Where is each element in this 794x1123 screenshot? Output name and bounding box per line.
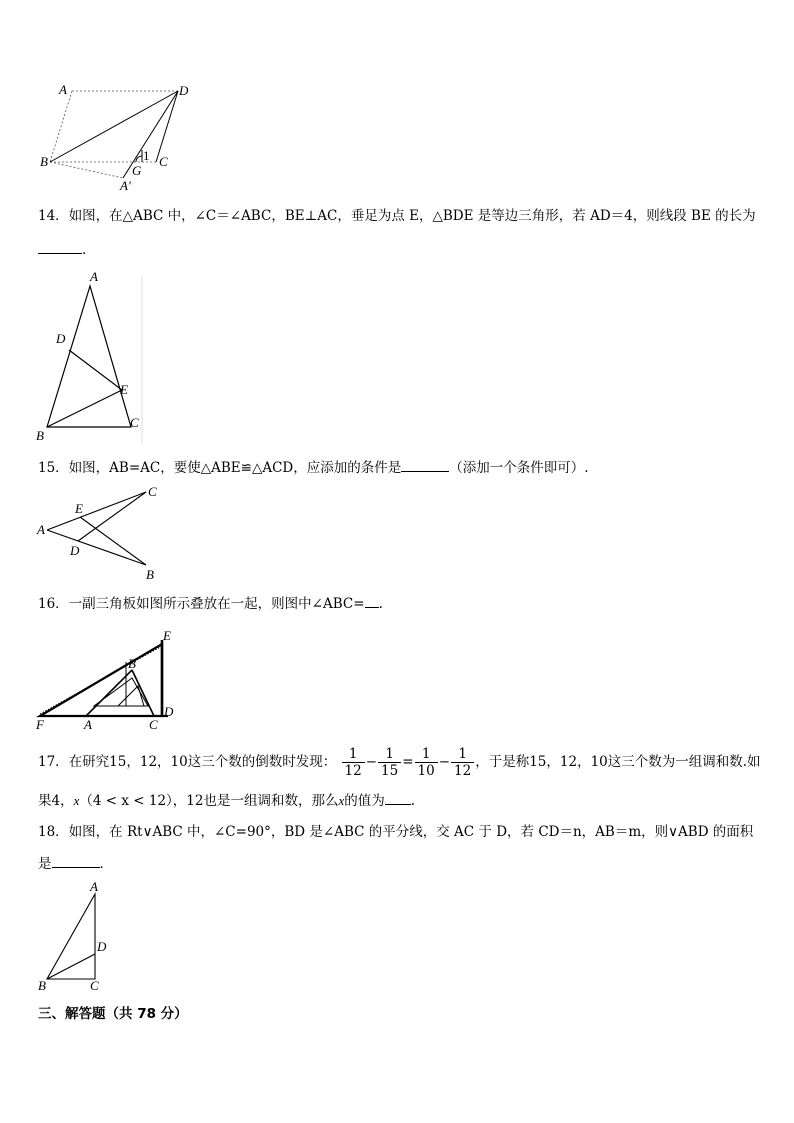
label-D: D bbox=[56, 331, 66, 346]
label-angle-1: 1 bbox=[143, 148, 150, 163]
fraction-1-15: $\frac{1}{15}$ bbox=[378, 746, 401, 779]
label-D: D bbox=[70, 543, 80, 558]
answer-blank bbox=[52, 853, 100, 868]
label-G: G bbox=[132, 163, 142, 178]
label-B: B bbox=[40, 154, 48, 169]
question-17-line-1: 17．在研究15，12，10这三个数的倒数时发现： $\frac{1}{12}$ − $\frac{1}{15}$ = $\frac{1}{10}$ − $\frac{1}{12}$ ，于是称15，12，10这三个数为一组调和数.如 bbox=[38, 746, 761, 779]
figure-q18-right-triangle bbox=[30, 878, 120, 996]
label-D: D bbox=[97, 939, 107, 954]
label-F: F bbox=[36, 717, 44, 732]
answer-blank bbox=[38, 239, 82, 254]
question-text: 如图，在△ABC 中，∠C＝∠ABC，BE⊥AC，垂足为点 E，△BDE 是等边三角形，若 AD＝4，则线段 BE 的长为 bbox=[68, 208, 756, 224]
label-B: B bbox=[146, 567, 154, 582]
label-E: E bbox=[75, 501, 83, 516]
label-E: E bbox=[120, 382, 128, 397]
question-18-line-1: 18．如图，在 Rt∨ABC 中，∠C=90°，BD 是∠ABC 的平分线，交 AC 于 D，若 CD＝n，AB＝m，则∨ABD 的面积 bbox=[38, 824, 754, 840]
figure-q14-triangle bbox=[30, 266, 155, 446]
question-17-line-2: 果4，x（4 < x < 12），12也是一组调和数，那么x的值为 . bbox=[38, 790, 415, 810]
label-B: B bbox=[38, 978, 46, 993]
question-18-line-2: 是 ． bbox=[38, 853, 113, 873]
label-E: E bbox=[163, 628, 171, 643]
section-heading: 三、解答题（共 78 分） bbox=[38, 1006, 188, 1022]
question-14 bbox=[38, 207, 756, 225]
figure-parallelogram-fold bbox=[35, 80, 205, 195]
label-A: A bbox=[59, 82, 67, 97]
label-C: C bbox=[130, 415, 139, 430]
fraction-1-12-b: $\frac{1}{12}$ bbox=[451, 746, 474, 779]
question-14-answer-line: ． bbox=[38, 239, 96, 259]
label-C: C bbox=[149, 717, 158, 732]
label-C: C bbox=[148, 484, 157, 499]
fraction-1-10: $\frac{1}{10}$ bbox=[415, 746, 438, 779]
label-D: D bbox=[164, 704, 174, 719]
figure-q16-set-squares bbox=[30, 628, 190, 736]
figure-q15-crossed-triangles bbox=[30, 480, 170, 585]
label-A: A bbox=[90, 879, 98, 894]
label-D: D bbox=[179, 83, 189, 98]
label-B: B bbox=[36, 428, 44, 443]
question-16: 16．一副三角板如图所示叠放在一起，则图中∠ABC= . bbox=[38, 593, 383, 613]
label-A: A bbox=[90, 269, 98, 284]
label-C: C bbox=[159, 154, 168, 169]
question-15: 15．如图，AB=AC，要使△ABE≌△ACD，应添加的条件是 （添加一个条件即可）. bbox=[38, 457, 589, 477]
question-number: 14． bbox=[38, 208, 69, 224]
label-B: B bbox=[128, 656, 136, 671]
label-A: A bbox=[37, 522, 45, 537]
answer-blank bbox=[365, 593, 379, 608]
fraction-1-12: $\frac{1}{12}$ bbox=[342, 746, 365, 779]
label-C: C bbox=[90, 978, 99, 993]
label-A-prime: A′ bbox=[120, 178, 131, 193]
answer-blank bbox=[401, 457, 449, 472]
label-A: A bbox=[84, 717, 92, 732]
answer-blank bbox=[385, 790, 411, 805]
